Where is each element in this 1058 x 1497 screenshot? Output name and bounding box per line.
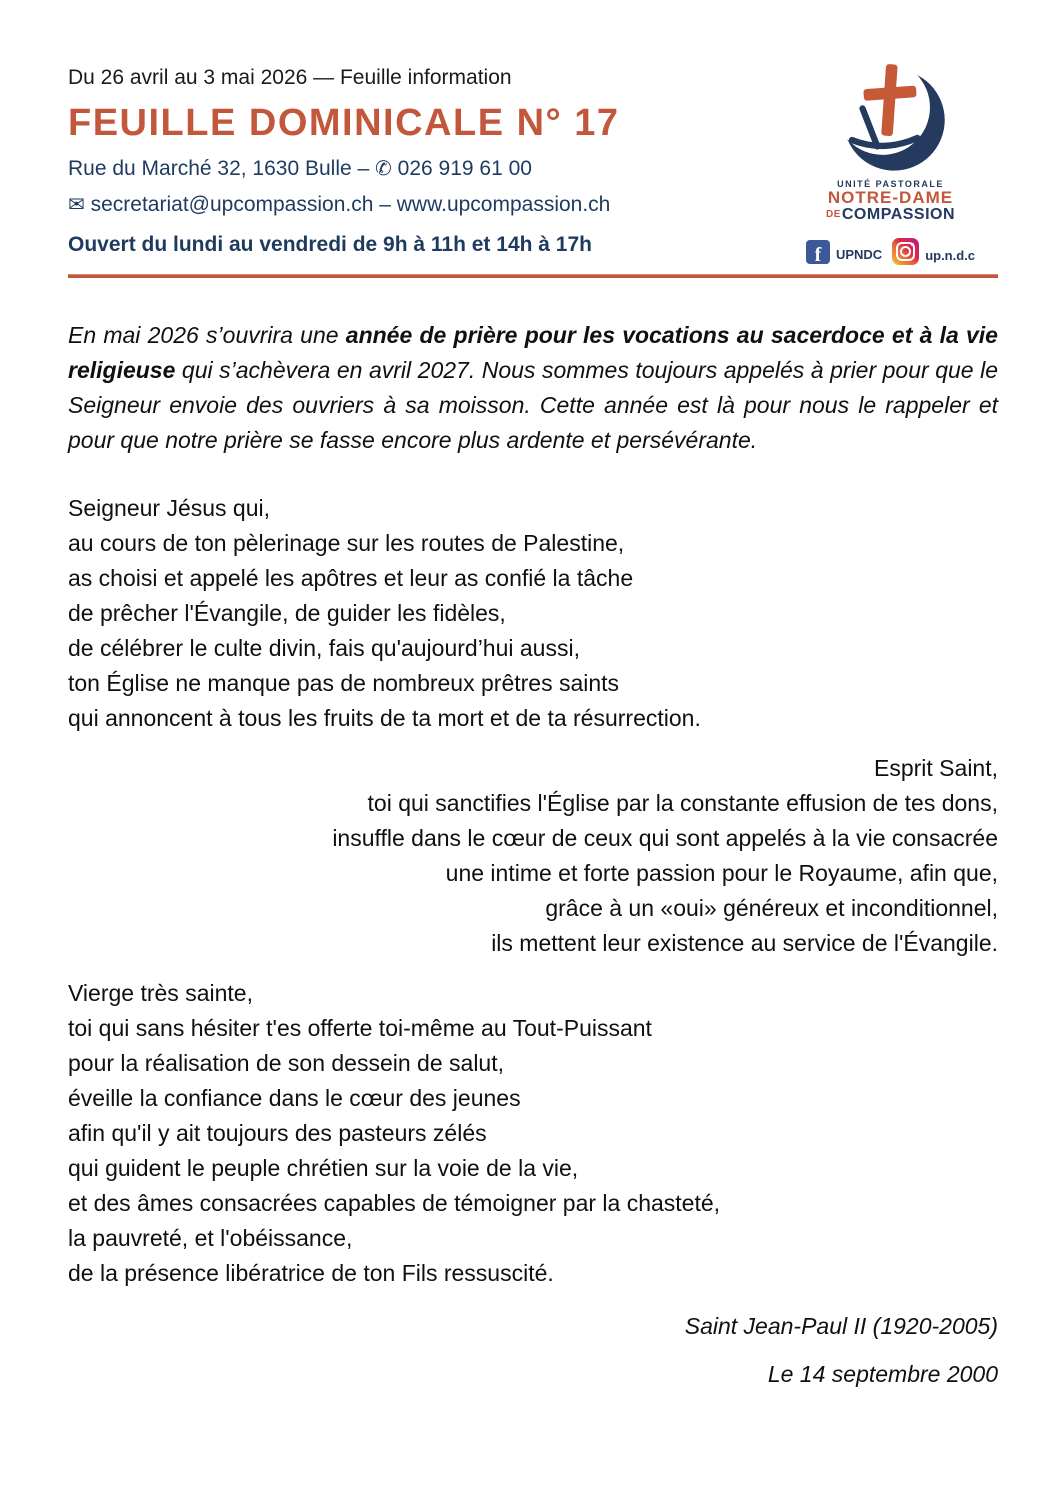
prayer-line: Seigneur Jésus qui,: [68, 495, 271, 522]
instagram-link[interactable]: [892, 238, 975, 265]
logo-wordmark: [826, 180, 955, 224]
prayer-line: qui annoncent à tous les fruits de ta mort et de ta résurrection.: [68, 705, 701, 732]
opening-hours: Ouvert du lundi au vendredi de 9h à 11h et 14h à 17h: [68, 233, 592, 256]
prayer-line: ton Église ne manque pas de nombreux prêtres saints: [68, 670, 620, 697]
prayer-date: Le 14 septembre 2000: [767, 1361, 998, 1388]
prayer-line: toi qui sanctifies l'Église par la constante effusion de tes dons,: [367, 790, 998, 817]
header-text-block: [68, 66, 783, 257]
facebook-handle: UPNDC: [835, 246, 883, 262]
prayer-line: la pauvreté, et l'obéissance,: [68, 1225, 353, 1252]
prayer-line: pour la réalisation de son dessein de salut,: [68, 1050, 505, 1077]
intro-part2: qui s’achèvera en avril 2027. Nous sommes toujours appelés à prier pour que le Seigneur envoie des ouvriers à sa moisson. Cette année est là pour nous le rappeler et pour que notre prière se fasse encore plus ardente et persévérante.: [68, 357, 998, 454]
logo-de-prefix: DE: [825, 209, 841, 221]
prayer-line: afin qu'il y ait toujours des pasteurs zélés: [68, 1120, 487, 1147]
address-line: [68, 156, 783, 181]
stanza-seigneur-jesus: [68, 491, 998, 736]
website-url[interactable]: www.upcompassion.ch: [396, 193, 611, 216]
date-range-line: Du 26 avril au 3 mai 2026 — Feuille information: [68, 66, 512, 89]
email-address[interactable]: secretariat@upcompassion.ch: [90, 193, 374, 216]
prayer: [68, 491, 998, 1388]
header: [68, 66, 998, 265]
prayer-line: de la présence libératrice de ton Fils ressuscité.: [68, 1260, 554, 1287]
prayer-line: insuffle dans le cœur de ceux qui sont appelés à la vie consacrée: [332, 825, 998, 852]
intro-part1: En mai 2026 s’ouvrira une: [68, 322, 346, 349]
logo-block: [783, 60, 998, 265]
page-title: FEUILLE DOMINICALE N° 17: [68, 102, 620, 144]
email-line: [68, 192, 783, 217]
prayer-line: Esprit Saint,: [874, 755, 998, 782]
address-text: Rue du Marché 32, 1630 Bulle –: [68, 157, 376, 180]
prayer-line: de célébrer le culte divin, fais qu'aujourd’hui aussi,: [68, 635, 580, 662]
envelope-icon: ✉: [68, 192, 85, 216]
intro-bold: année de prière pour les vocations au sacerdoce et à la vie religieuse: [68, 322, 998, 384]
logo-line-notre-dame: NOTRE-DAME: [827, 188, 954, 208]
prayer-line: une intime et forte passion pour le Royaume, afin que,: [445, 860, 998, 887]
instagram-icon[interactable]: [892, 238, 919, 265]
stanza-vierge-tres-sainte: [68, 976, 998, 1291]
intro-paragraph: [68, 318, 998, 458]
instagram-handle: up.n.d.c: [925, 248, 976, 264]
prayer-line: grâce à un «oui» généreux et inconditionnel,: [545, 895, 998, 922]
prayer-line: qui guident le peuple chrétien sur la voie de la vie,: [68, 1155, 579, 1182]
separator-dash: –: [373, 193, 397, 216]
prayer-line: toi qui sans hésiter t'es offerte toi-même au Tout-Puissant: [68, 1015, 652, 1042]
phone-number: 026 919 61 00: [397, 157, 532, 180]
prayer-line: et des âmes consacrées capables de témoigner par la chasteté,: [68, 1190, 721, 1217]
header-divider: [68, 274, 998, 278]
phone-icon: ✆: [375, 156, 392, 180]
parish-logo-icon: [832, 60, 950, 178]
logo-line-unite-pastorale: UNITÉ PASTORALE: [837, 179, 944, 189]
prayer-line: éveille la confiance dans le cœur des jeunes: [68, 1085, 521, 1112]
prayer-attribution: Saint Jean-Paul II (1920-2005): [684, 1313, 998, 1340]
prayer-line: au cours de ton pèlerinage sur les routes de Palestine,: [68, 530, 625, 557]
social-links: [783, 238, 998, 265]
prayer-line: de prêcher l'Évangile, de guider les fidèles,: [68, 600, 506, 627]
prayer-line: Vierge très sainte,: [68, 980, 253, 1007]
prayer-line: ils mettent leur existence au service de l'Évangile.: [491, 930, 998, 957]
stanza-esprit-saint: [68, 751, 998, 961]
facebook-link[interactable]: [806, 240, 882, 264]
facebook-icon[interactable]: f: [806, 240, 830, 264]
logo-line-compassion: DECOMPASSION: [825, 206, 956, 224]
prayer-line: as choisi et appelé les apôtres et leur as confié la tâche: [68, 565, 634, 592]
